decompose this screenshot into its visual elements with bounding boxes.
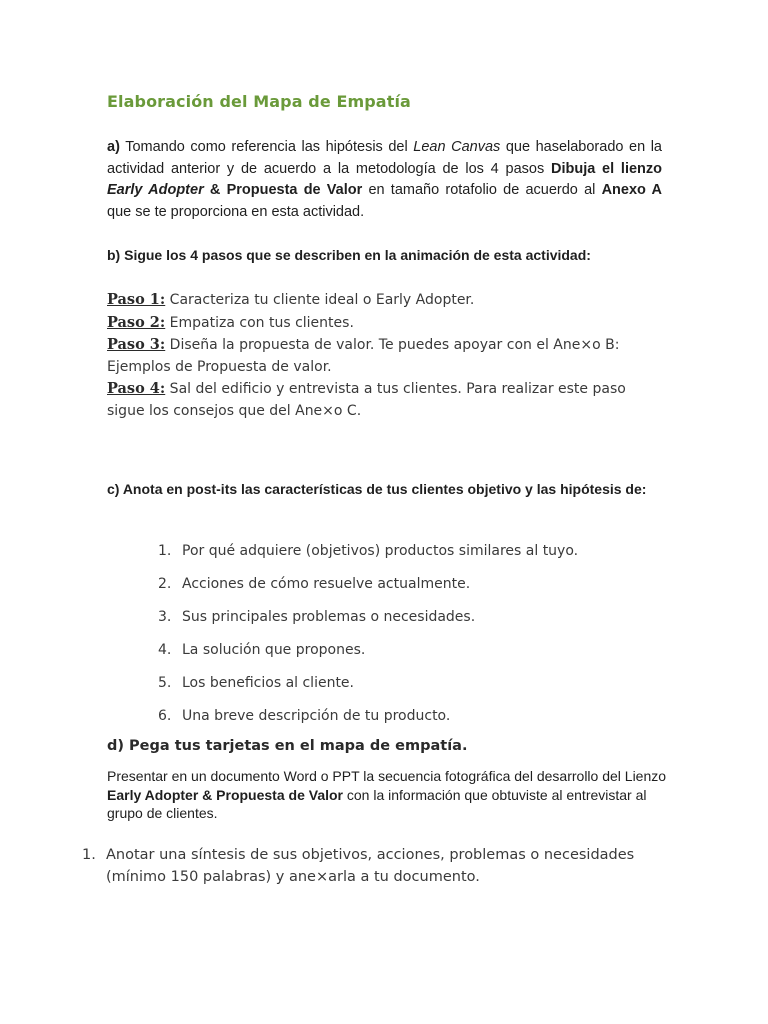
section-d-text-1: Presentar en un documento Word o PPT la secuencia fotográfica del desarrollo del Lienzo [107, 768, 667, 784]
list-text: Sus principales problemas o necesidades. [182, 609, 476, 625]
step-2 [107, 312, 667, 335]
list-item [158, 540, 578, 573]
list-item [158, 639, 578, 672]
list-item [158, 672, 578, 705]
section-a-text-9: que se te proporciona en esta actividad. [107, 203, 365, 220]
section-b-heading: b) Sigue los 4 pasos que se describen en la animación de esta actividad: [107, 247, 591, 263]
list-number: 4. [158, 642, 172, 658]
section-d-text-3: con la información que obtuviste al entrevistar al grupo de clientes. [107, 786, 647, 821]
step-label: Paso 2: [107, 313, 166, 331]
step-3 [107, 334, 667, 378]
step-text: Empatiza con tus clientes. [165, 314, 354, 331]
step-4 [107, 378, 667, 422]
section-d-bold: Early Adopter & Propuesta de Valor [107, 786, 343, 803]
section-a-text-7: en tamaño rotafolio de acuerdo al [362, 182, 602, 198]
list-text: Anotar una síntesis de sus objetivos, acciones, problemas o necesidades (mínimo 150 palabras) y ane×arla a tu documento. [106, 847, 635, 885]
document-title: Elaboración del Mapa de Empatía [107, 92, 411, 111]
section-a-bold-1: Dibuja el lienzo [550, 160, 663, 177]
step-label: Paso 1: [107, 291, 166, 308]
list-text: Acciones de cómo resuelve actualmente. [182, 576, 471, 592]
list-item [158, 606, 578, 639]
lean-canvas-term: Lean Canvas [413, 139, 501, 155]
list-number: 1. [158, 543, 172, 559]
section-a-paragraph [107, 137, 662, 223]
list-item [158, 705, 578, 738]
list-text: Los beneficios al cliente. [182, 675, 354, 691]
list-item [82, 844, 671, 888]
list-text: La solución que propones. [182, 642, 366, 658]
list-number: 1. [82, 847, 96, 863]
section-c-list [158, 540, 578, 738]
list-number: 3. [158, 609, 172, 625]
section-d-paragraph [107, 767, 667, 823]
section-a-label: a) [107, 139, 120, 155]
section-d-list [82, 844, 671, 888]
list-text: Una breve descripción de tu producto. [182, 708, 451, 724]
section-a-text-1: Tomando como referencia las hipótesis del [119, 139, 414, 155]
early-adopter-term: Early Adopter [107, 182, 204, 198]
list-number: 6. [158, 708, 172, 724]
section-c-heading: c) Anota en post-its las características de tus clientes objetivo y las hipótesis de: [107, 481, 647, 497]
section-a-text-3: que haselaborado en la actividad anterior y de acuerdo a la metodología de los 4 pasos [107, 139, 662, 177]
list-text: Por qué adquiere (objetivos) productos similares al tuyo. [182, 543, 579, 559]
step-text: Sal del edificio y entrevista a tus clientes. Para realizar este paso sigue los consejos que del Ane×o C. [107, 381, 626, 419]
step-text: Diseña la propuesta de valor. Te puedes apoyar con el Ane×o B: Ejemplos de Propuesta de valor. [107, 337, 620, 375]
steps-block [107, 289, 667, 423]
list-item [158, 573, 578, 606]
section-a-bold-2: & Propuesta de Valor [203, 182, 363, 198]
step-text: Caracteriza tu cliente ideal o Early Adopter. [165, 292, 475, 308]
step-label: Paso 3: [107, 336, 166, 354]
list-number: 2. [158, 576, 172, 592]
step-1 [107, 289, 667, 312]
list-number: 5. [158, 675, 172, 691]
step-label: Paso 4: [107, 380, 166, 398]
section-d-heading: d) Pega tus tarjetas en el mapa de empatía. [107, 738, 468, 754]
anexo-a-term: Anexo A [601, 182, 663, 198]
